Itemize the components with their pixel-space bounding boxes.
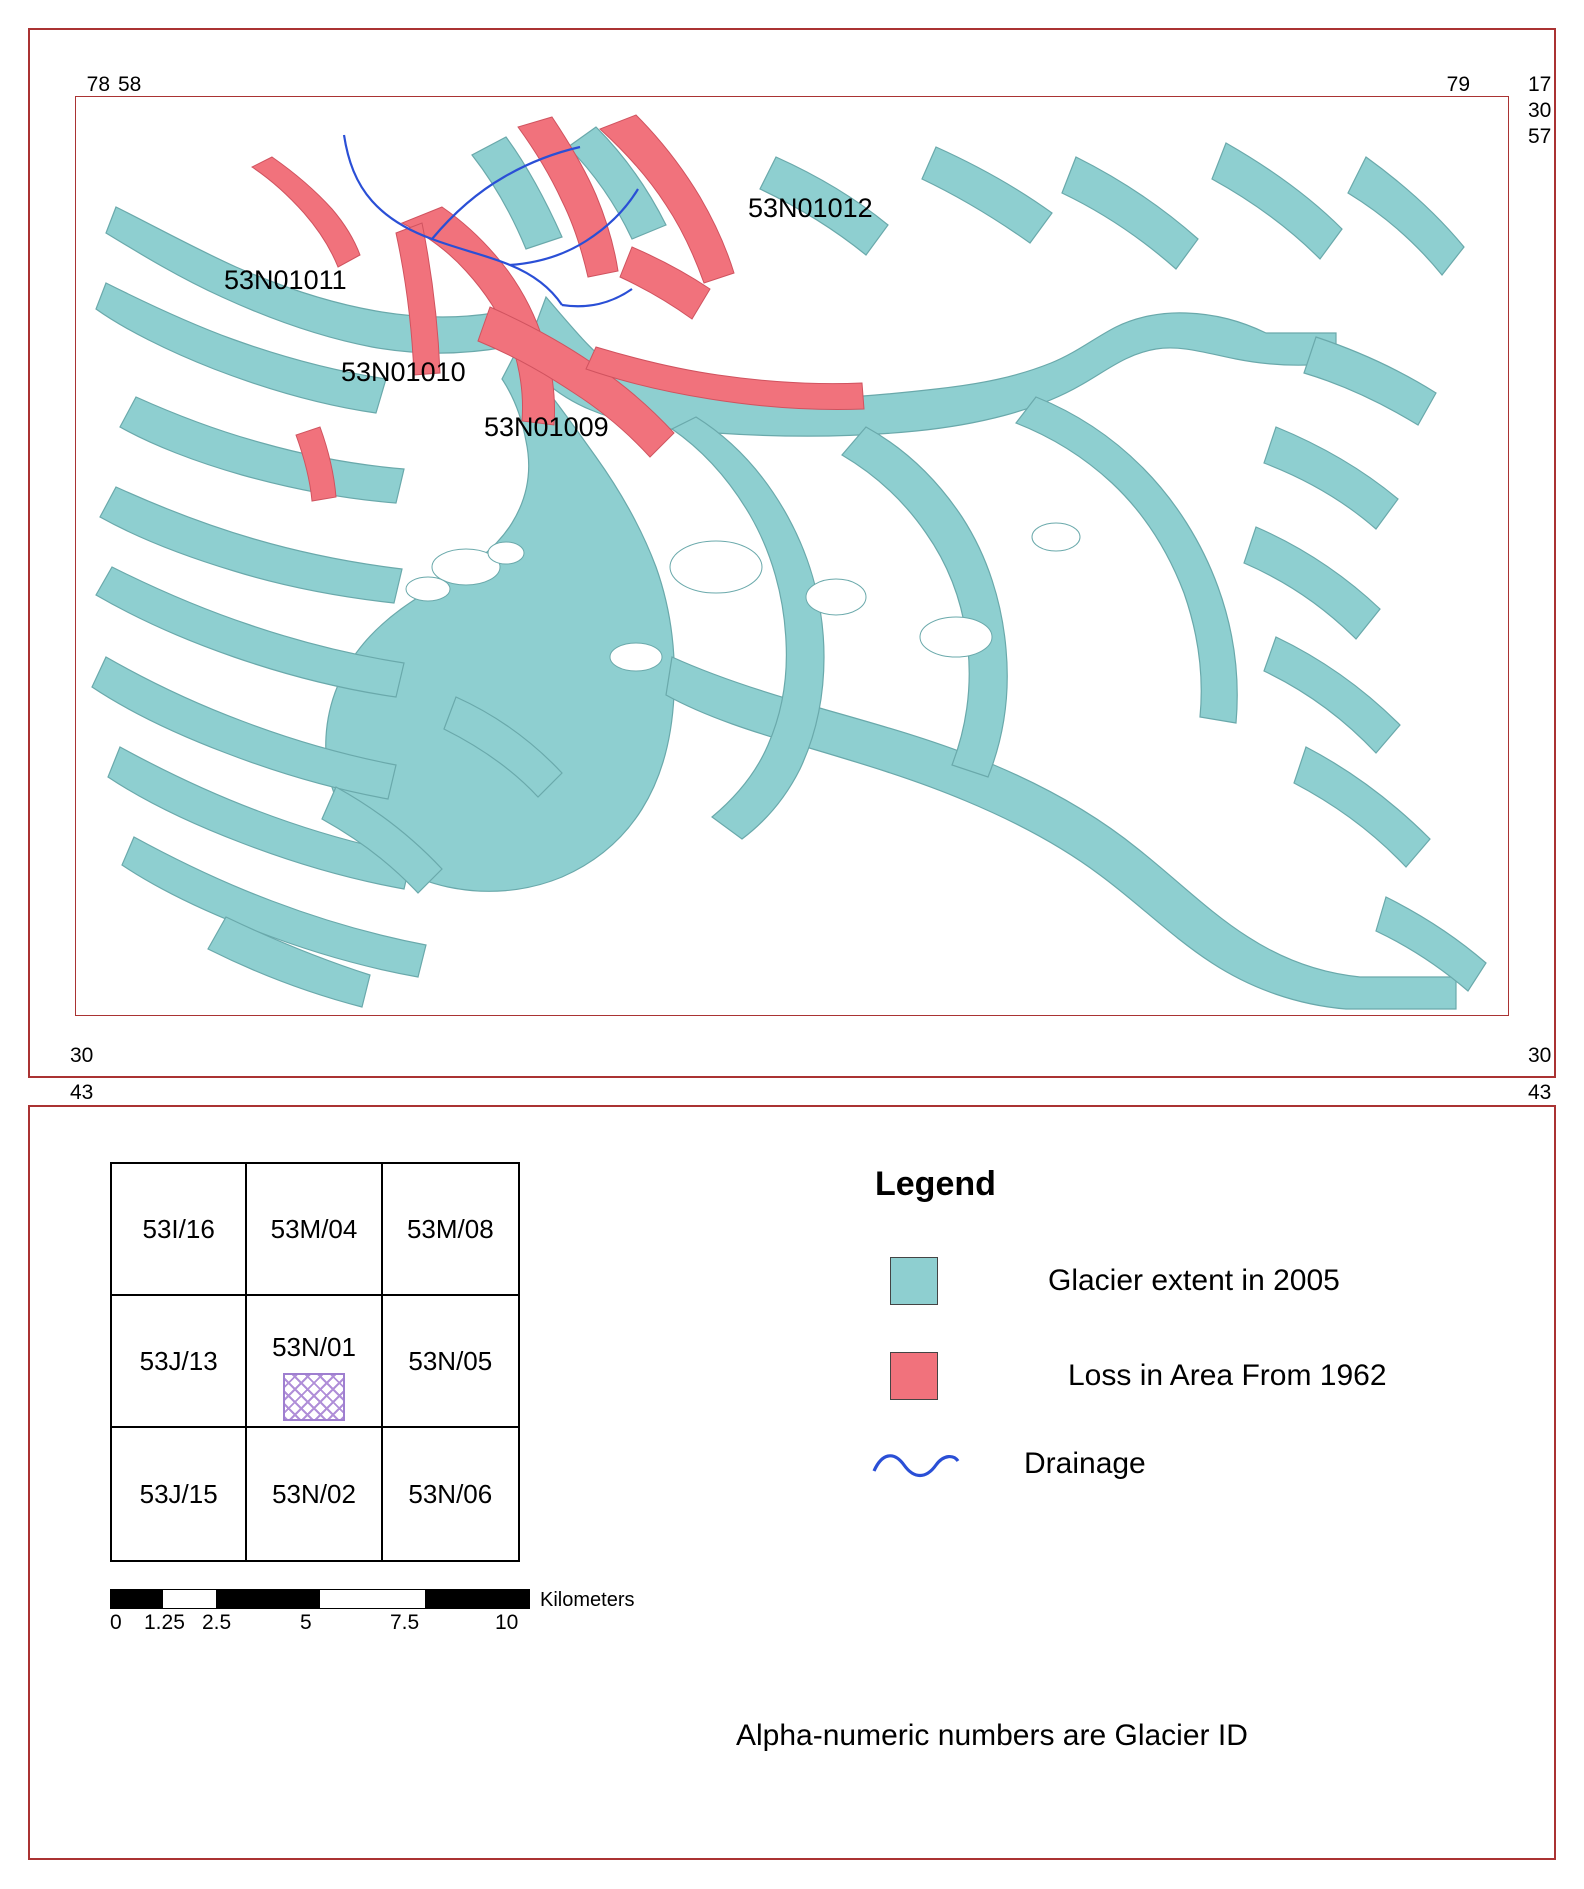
scalebar-tick-5: 5 — [300, 1611, 312, 1634]
map-frame — [28, 28, 1556, 1104]
scalebar — [110, 1589, 530, 1609]
current-sheet-hatch-marker — [283, 1373, 345, 1421]
index-cell-label: 53M/04 — [270, 1213, 358, 1244]
scalebar-tick-0: 0 — [110, 1611, 122, 1634]
index-cell-53J13[interactable] — [112, 1296, 247, 1428]
legend-item-glacier-extent — [890, 1257, 1340, 1305]
scalebar-tick-7.5: 7.5 — [390, 1611, 420, 1634]
coord-bottom-left-lat-min: 30 — [70, 1044, 94, 1067]
loss-area-swatch-icon — [890, 1352, 938, 1400]
coord-bottom-right-lat-min: 30 — [1528, 1044, 1552, 1067]
glacier-map-svg — [76, 97, 1509, 1016]
index-cell-label: 53M/08 — [406, 1213, 494, 1244]
index-cell-53J15[interactable] — [112, 1428, 247, 1560]
index-map-grid[interactable] — [110, 1162, 520, 1562]
scalebar-tick-10: 10 — [495, 1611, 519, 1634]
index-cell-label: 53N/01 — [272, 1331, 356, 1362]
glacier-label-53N01012: 53N01012 — [748, 193, 873, 223]
index-cell-label: 53J/13 — [139, 1345, 218, 1376]
index-cell-label: 53N/02 — [272, 1478, 356, 1509]
drainage-line-icon — [870, 1447, 962, 1481]
index-cell-label: 53I/16 — [142, 1213, 215, 1244]
legend-item-label: Drainage — [1024, 1447, 1146, 1480]
scalebar-group — [110, 1589, 635, 1639]
glacier-label-53N01009: 53N01009 — [484, 412, 609, 442]
glacier-label-53N01011: 53N01011 — [224, 265, 347, 295]
legend-item-label: Glacier extent in 2005 — [1048, 1264, 1340, 1297]
index-cell-label: 53J/15 — [139, 1478, 218, 1509]
legend-item-drainage — [870, 1447, 1146, 1481]
map-canvas[interactable] — [75, 96, 1509, 1016]
index-cell-53I16[interactable] — [112, 1164, 247, 1296]
glacier-extent-swatch-icon — [890, 1257, 938, 1305]
legend-note: Alpha-numeric numbers are Glacier ID — [736, 1719, 1248, 1752]
scalebar-unit-label: Kilometers — [540, 1589, 635, 1611]
legend-title: Legend — [875, 1165, 996, 1203]
index-cell-label: 53N/05 — [408, 1345, 493, 1376]
index-cell-53N06[interactable] — [383, 1428, 518, 1560]
glacier-label-53N01010: 53N01010 — [341, 357, 466, 387]
coord-bottom-right-lat-deg: 43 — [1528, 1081, 1552, 1104]
legend-item-label: Loss in Area From 1962 — [1068, 1359, 1387, 1392]
coord-top-left-lon-deg: 78 — [86, 73, 110, 96]
scalebar-tick-2.5: 2.5 — [202, 1611, 232, 1634]
coord-top-right-lat-deg: 57 — [1528, 125, 1552, 148]
index-cell-label: 53N/06 — [408, 1478, 493, 1509]
coord-bottom-left-lat-deg: 43 — [70, 1081, 94, 1104]
coord-top-right-lat-min: 30 — [1528, 99, 1552, 122]
scalebar-ticks — [110, 1609, 580, 1639]
legend-item-loss-in-area — [890, 1352, 1387, 1400]
legend-frame — [28, 1105, 1556, 1860]
index-cell-53N02[interactable] — [247, 1428, 382, 1560]
coord-top-right-lon-min: 17 — [1528, 73, 1552, 96]
index-cell-53N05[interactable] — [383, 1296, 518, 1428]
scalebar-tick-1.25: 1.25 — [144, 1611, 185, 1634]
index-cell-53N01-highlighted[interactable] — [247, 1296, 382, 1428]
index-cell-53M04[interactable] — [247, 1164, 382, 1296]
coord-top-left-lon-min: 58 — [118, 73, 142, 96]
glacier-extent-2005 — [92, 127, 1486, 1009]
index-cell-53M08[interactable] — [383, 1164, 518, 1296]
coord-top-right-lon-deg: 79 — [1446, 73, 1470, 96]
